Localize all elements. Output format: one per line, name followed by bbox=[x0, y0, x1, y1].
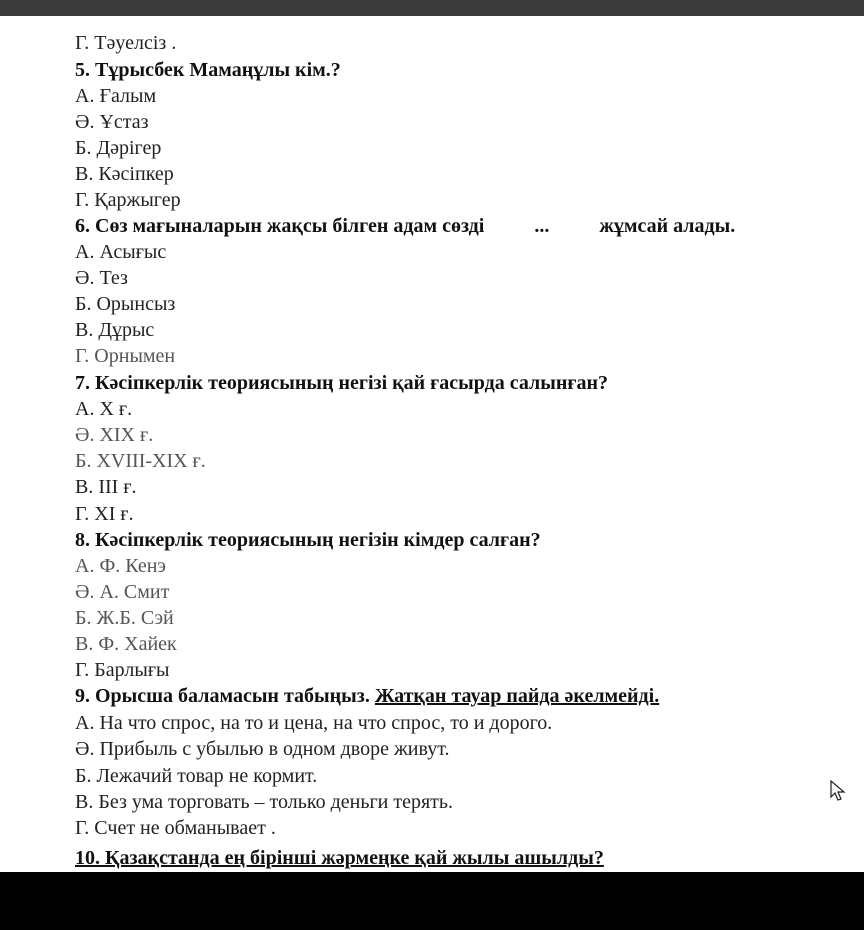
question-9-proverb: Жатқан тауар пайда әкелмейді. bbox=[374, 685, 660, 707]
answer-option: В. Без ума торговать – только деньги терять. bbox=[75, 791, 454, 813]
question-6-ellipsis: ... bbox=[534, 215, 550, 237]
answer-option: Г. Қаржыгер bbox=[75, 189, 181, 211]
answer-option: Б. Орынсыз bbox=[75, 293, 176, 315]
answer-option: В. III ғ. bbox=[75, 476, 137, 498]
answer-option: Ә. Тез bbox=[75, 267, 128, 289]
answer-option: Г. Орнымен bbox=[75, 345, 176, 367]
answer-option: А. Ғалым bbox=[75, 85, 157, 107]
answer-option: Б. Дәрігер bbox=[75, 137, 162, 159]
answer-option: Ә. XIX ғ. bbox=[75, 424, 154, 446]
question-6 bbox=[75, 213, 735, 239]
answer-option: Ә. Ұстаз bbox=[75, 111, 149, 133]
mouse-pointer-icon bbox=[830, 780, 846, 802]
answer-option: Б. Лежачий товар не кормит. bbox=[75, 765, 318, 787]
answer-option: Г. Барлығы bbox=[75, 659, 170, 681]
answer-option: А. Асығыс bbox=[75, 241, 167, 263]
question-6-end: жұмсай алады. bbox=[599, 215, 736, 237]
answer-option: В. Дұрыс bbox=[75, 319, 155, 341]
window-bottom-bar bbox=[0, 872, 864, 930]
answer-option: В. Кәсіпкер bbox=[75, 163, 174, 185]
question-6-text: 6. Сөз мағыналарын жақсы білген адам сөзді bbox=[75, 215, 485, 237]
answer-option: Г. Тәуелсіз . bbox=[75, 32, 177, 54]
answer-option: Ә. Прибыль с убылью в одном дворе живут. bbox=[75, 738, 450, 760]
question-5: 5. Тұрысбек Мамаңұлы кім.? bbox=[75, 59, 341, 81]
question-9-text: 9. Орысша баламасын табыңыз. bbox=[75, 685, 370, 707]
question-8: 8. Кәсіпкерлік теориясының негізін кімдер салған? bbox=[75, 529, 541, 551]
question-10: 10. Қазақстанда ең бірінші жәрмеңке қай жылы ашылды? bbox=[75, 847, 604, 869]
question-9 bbox=[75, 683, 659, 709]
answer-option: А. На что спрос, на то и цена, на что спрос, то и дорого. bbox=[75, 712, 553, 734]
answer-option: Ә. А. Смит bbox=[75, 581, 170, 603]
answer-option: В. Ф. Хайек bbox=[75, 633, 177, 655]
answer-option: А. Х ғ. bbox=[75, 398, 133, 420]
answer-option: Г. XI ғ. bbox=[75, 503, 134, 525]
answer-option: Г. Счет не обманывает . bbox=[75, 817, 276, 839]
question-7: 7. Кәсіпкерлік теориясының негізі қай ғасырда салынған? bbox=[75, 372, 608, 394]
answer-option: Б. XVIII-XIX ғ. bbox=[75, 450, 206, 472]
answer-option: Б. Ж.Б. Сэй bbox=[75, 607, 174, 629]
answer-option: А. Ф. Кенэ bbox=[75, 555, 166, 577]
